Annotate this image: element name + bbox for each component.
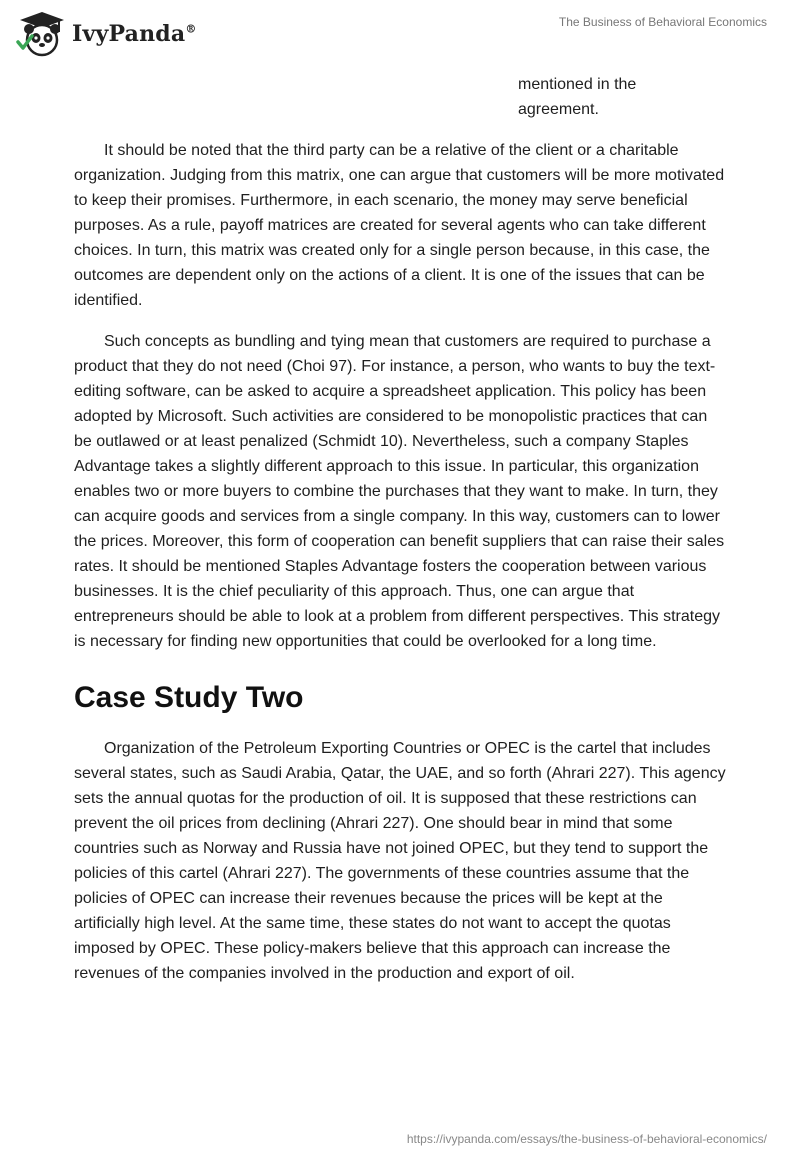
- table-cell-fragment: [518, 72, 718, 122]
- source-url[interactable]: https://ivypanda.com/essays/the-business-of-behavioral-economics/: [406, 1132, 767, 1146]
- ivypanda-logo[interactable]: [14, 9, 214, 59]
- running-title: The Business of Behavioral Economics: [558, 15, 767, 29]
- panda-logo-icon: [14, 10, 70, 58]
- table-cell-line: agreement.: [518, 101, 599, 118]
- logo-wordmark: IvyPanda®: [72, 21, 197, 47]
- page-header: [0, 0, 800, 60]
- paragraph: Such concepts as bundling and tying mean that customers are required to purchase a product that they do not need (Choi 97). For instance, a person, who wants to buy the text-editing software, can be asked to acquire a spreadsheet application. This policy has been adopted by Microsoft. Such activities are considered to be monopolistic practices that can be outlawed or at least penalized (Schmidt 10). Nevertheless, such a company Staples Advantage takes a slightly different approach to this issue. In particular, this organization enables two or more buyers to combine the purchases that they want to make. In turn, they can acquire goods and services from a single company. In this way, customers can to lower the prices. Moreover, this form of cooperation can benefit suppliers that can raise their sales rates. It should be mentioned Staples Advantage fosters the cooperation between various businesses. It is the chief peculiarity of this approach. Thus, one can argue that entrepreneurs should be able to look at a problem from different perspectives. This strategy is necessary for finding new opportunities that could be overlooked for a long time.: [74, 333, 725, 650]
- paragraph: Organization of the Petroleum Exporting Countries or OPEC is the cartel that includes several states, such as Saudi Arabia, Qatar, the UAE, and so forth (Ahrari 227). This agency sets the annual quotas for the production of oil. It is supposed that these restrictions can prevent the oil prices from declining (Ahrari 227). One should bear in mind that some countries such as Norway and Russia have not joined OPEC, but they tend to support the policies of this cartel (Ahrari 227). The governments of these countries assume that the policies of OPEC can increase their revenues because the prices will be kept at the artificially high level. At the same time, these states do not want to accept the quotas imposed by OPEC. These policy-makers believe that this approach can increase the revenues of the companies involved in the production and export of oil.: [74, 740, 726, 982]
- table-cell-line: mentioned in the: [518, 76, 637, 93]
- paragraph: It should be noted that the third party can be a relative of the client or a charitable organization. Judging from this matrix, one can argue that customers will be more motivated to keep their promises. Furthermore, in each scenario, the money may serve beneficial purposes. As a rule, payoff matrices are created for several agents who can take different choices. In turn, this matrix was created only for a single person because, in this case, the outcomes are dependent only on the actions of a client. It is one of the issues that can be identified.: [74, 142, 725, 309]
- essay-body: [74, 72, 726, 986]
- section-heading: Case Study Two: [74, 681, 304, 714]
